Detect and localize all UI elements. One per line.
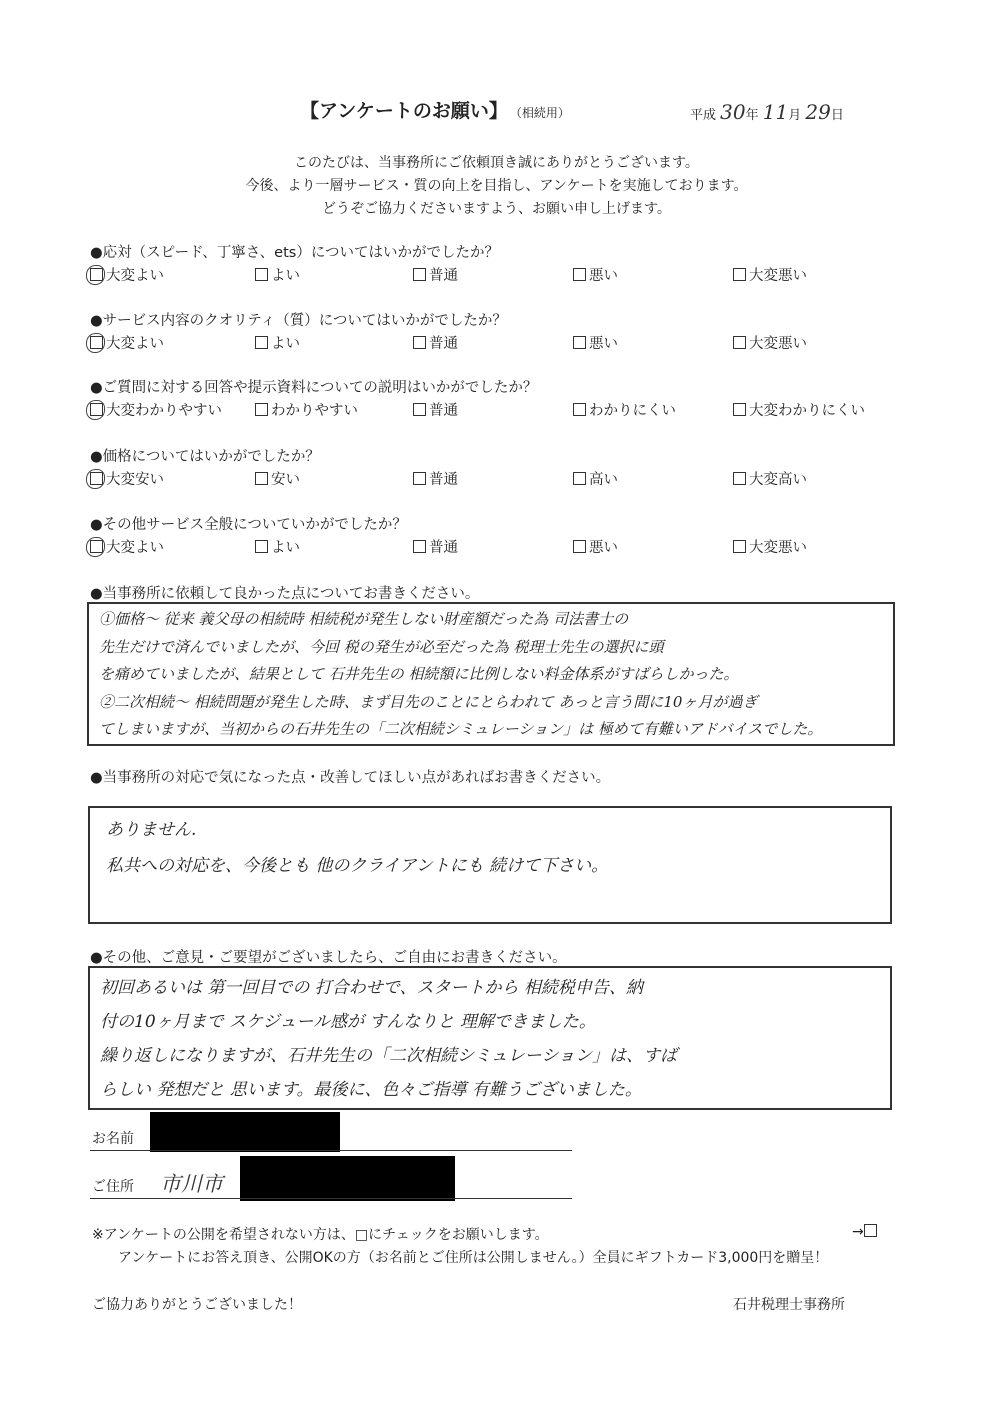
option-label: 大変よい <box>106 540 164 556</box>
option-checkbox[interactable] <box>255 540 268 553</box>
option-checkbox[interactable] <box>90 336 103 349</box>
improvements-box[interactable] <box>88 806 892 924</box>
option-label: 悪い <box>589 540 618 556</box>
rating-option[interactable] <box>90 332 164 353</box>
rating-option[interactable] <box>255 332 300 353</box>
handwritten-line: 私共への対応を、今後とも 他のクライアントにも 続けて下さい。 <box>106 856 609 876</box>
option-checkbox[interactable] <box>733 472 746 485</box>
survey-title <box>300 96 570 123</box>
optout-note: ※アンケートの公開を希望されない方は、□にチェックをお願いします。 <box>92 1227 549 1243</box>
option-checkbox[interactable] <box>413 403 426 416</box>
option-checkbox[interactable] <box>255 336 268 349</box>
optout-checkbox-area <box>852 1224 880 1240</box>
option-label: 普通 <box>429 472 458 488</box>
option-label: 普通 <box>429 336 458 352</box>
address-field-line[interactable] <box>90 1198 572 1199</box>
option-checkbox[interactable] <box>733 336 746 349</box>
option-checkbox[interactable] <box>255 268 268 281</box>
option-label: 大変わかりにくい <box>749 403 865 419</box>
gift-note: アンケートにお答え頂き、公開OKの方（お名前とご住所は公開しません。）全員にギフトカード3,000円を贈呈！ <box>118 1250 829 1266</box>
handwritten-line: ②二次相続～ 相続問題が発生した時、まず目先のことにとらわれて あっと言う間に10ヶ月が過ぎ <box>99 692 758 711</box>
option-label: 悪い <box>589 268 618 284</box>
option-label: 普通 <box>429 540 458 556</box>
title-subtitle: （相続用） <box>515 106 570 120</box>
option-label: よい <box>271 540 300 556</box>
question-heading: ●ご質問に対する回答や提示資料についての説明はいかがでしたか？ <box>90 380 538 396</box>
handwritten-line: てしまいますが、当初からの石井先生の「二次相続シミュレーション」は 極めて有難いアドバイスでした。 <box>99 720 823 738</box>
date-era: 平成 <box>690 108 717 123</box>
option-label: 大変高い <box>749 472 807 488</box>
rating-option[interactable] <box>90 264 164 285</box>
option-checkbox[interactable] <box>413 268 426 281</box>
option-checkbox[interactable] <box>255 472 268 485</box>
intro-line: このたびは、当事務所にご依頼頂き誠にありがとうございます。 <box>294 155 699 171</box>
option-label: 普通 <box>429 403 458 419</box>
handwritten-line: 先生だけで済んでいましたが、今回 税の発生が必至だった為 税理士先生の選択に頭 <box>99 637 664 656</box>
option-checkbox[interactable] <box>733 268 746 281</box>
handwritten-line: らしい 発想だと 思います。最後に、色々ご指導 有難うございました。 <box>100 1080 642 1100</box>
address-value[interactable]: 市川市 <box>160 1172 223 1196</box>
option-label: 大変悪い <box>749 540 807 556</box>
handwritten-line: ありません. <box>106 820 197 840</box>
handwritten-line: 初回あるいは 第一回目での 打合わせで、スタートから 相続税申告、納 <box>100 978 643 998</box>
handwritten-line: 付の10ヶ月まで スケジュール感が すんなりと 理解できました。 <box>100 1012 596 1032</box>
rating-option[interactable] <box>255 536 300 557</box>
name-field-line[interactable] <box>90 1150 572 1151</box>
question-heading: ●応対（スピード、丁寧さ、ets）についてはいかがでしたか？ <box>90 245 500 261</box>
rating-option[interactable] <box>413 468 458 489</box>
rating-option[interactable] <box>255 468 300 489</box>
rating-option[interactable] <box>733 468 807 489</box>
rating-option[interactable] <box>573 536 618 557</box>
option-label: 大変よい <box>106 268 164 284</box>
rating-option[interactable] <box>413 264 458 285</box>
rating-option[interactable] <box>573 332 618 353</box>
option-checkbox[interactable] <box>90 540 103 553</box>
option-label: 安い <box>271 472 300 488</box>
date-day-unit: 日 <box>830 108 844 123</box>
other-heading: ●その他、ご意見・ご要望がございましたら、ご自由にお書きください。 <box>90 950 567 966</box>
option-checkbox[interactable] <box>90 403 103 416</box>
option-checkbox[interactable] <box>90 472 103 485</box>
option-label: 悪い <box>589 336 618 352</box>
rating-option[interactable] <box>90 399 222 420</box>
handwritten-line: を痛めていましたが、結果として 石井先生の 相続額に比例しない料金体系がすばらしかった。 <box>99 665 739 683</box>
option-label: 大変よい <box>106 336 164 352</box>
option-checkbox[interactable] <box>733 403 746 416</box>
option-checkbox[interactable] <box>573 540 586 553</box>
rating-option[interactable] <box>90 468 164 489</box>
rating-option[interactable] <box>255 399 358 420</box>
date-day[interactable]: 29 <box>805 100 831 124</box>
option-checkbox[interactable] <box>413 472 426 485</box>
option-checkbox[interactable] <box>573 472 586 485</box>
redacted-name <box>150 1112 340 1152</box>
rating-option[interactable] <box>733 264 807 285</box>
option-checkbox[interactable] <box>573 403 586 416</box>
question-heading: ●価格についてはいかがでしたか？ <box>90 449 320 465</box>
option-label: わかりにくい <box>589 403 676 419</box>
office-name: 石井税理士事務所 <box>733 1297 845 1313</box>
good-points-box[interactable] <box>87 602 895 746</box>
option-checkbox[interactable] <box>573 336 586 349</box>
rating-option[interactable] <box>573 264 618 285</box>
optout-checkbox[interactable] <box>864 1224 877 1237</box>
date-year[interactable]: 30 <box>720 100 746 124</box>
option-label: 高い <box>589 472 618 488</box>
option-checkbox[interactable] <box>413 540 426 553</box>
handwritten-line: ①価格～ 従来 義父母の相続時 相続税が発生しない財産額だった為 司法書士の <box>99 610 629 628</box>
intro-line: 今後、より一層サービス・質の向上を目指し、アンケートを実施しております。 <box>245 178 748 194</box>
rating-option[interactable] <box>413 399 458 420</box>
intro-line: どうぞご協力くださいますよう、お願い申し上げます。 <box>322 201 671 217</box>
option-checkbox[interactable] <box>733 540 746 553</box>
rating-option[interactable] <box>255 264 300 285</box>
option-label: わかりやすい <box>271 403 358 419</box>
arrow-icon: → <box>852 1224 864 1240</box>
option-label: 大変悪い <box>749 336 807 352</box>
date-month[interactable]: 11 <box>762 100 789 124</box>
rating-option[interactable] <box>413 332 458 353</box>
rating-option[interactable] <box>733 399 865 420</box>
rating-option[interactable] <box>413 536 458 557</box>
question-heading: ●その他サービス全般についていかがでしたか？ <box>90 517 407 533</box>
other-box[interactable] <box>88 966 892 1110</box>
rating-option[interactable] <box>733 536 807 557</box>
rating-option[interactable] <box>90 536 164 557</box>
rating-option[interactable] <box>573 399 676 420</box>
option-label: 普通 <box>429 268 458 284</box>
option-label: 大変悪い <box>749 268 807 284</box>
redacted-address <box>240 1156 455 1201</box>
survey-date <box>690 100 844 124</box>
option-checkbox[interactable] <box>255 403 268 416</box>
rating-option[interactable] <box>573 468 618 489</box>
good-points-heading: ●当事務所に依頼して良かった点についてお書きください。 <box>90 586 480 602</box>
option-checkbox[interactable] <box>90 268 103 281</box>
option-label: 大変安い <box>106 472 164 488</box>
name-label: お名前 <box>92 1131 134 1147</box>
date-month-unit: 月 <box>788 108 802 123</box>
title-text: 【アンケートのお願い】 <box>300 100 508 122</box>
intro-text <box>0 152 993 221</box>
option-checkbox[interactable] <box>413 336 426 349</box>
option-label: よい <box>271 336 300 352</box>
address-label: ご住所 <box>92 1179 134 1195</box>
date-year-unit: 年 <box>745 108 759 123</box>
option-label: 大変わかりやすい <box>106 403 222 419</box>
question-heading: ●サービス内容のクオリティ（質）についてはいかがでしたか？ <box>90 313 507 329</box>
handwritten-line: 繰り返しになりますが、石井先生の「二次相続シミュレーション」は、すば <box>100 1046 677 1066</box>
improvements-heading: ●当事務所の対応で気になった点・改善してほしい点があればお書きください。 <box>90 770 611 786</box>
rating-option[interactable] <box>733 332 807 353</box>
thanks-text: ご協力ありがとうございました！ <box>92 1297 302 1313</box>
option-label: よい <box>271 268 300 284</box>
option-checkbox[interactable] <box>573 268 586 281</box>
